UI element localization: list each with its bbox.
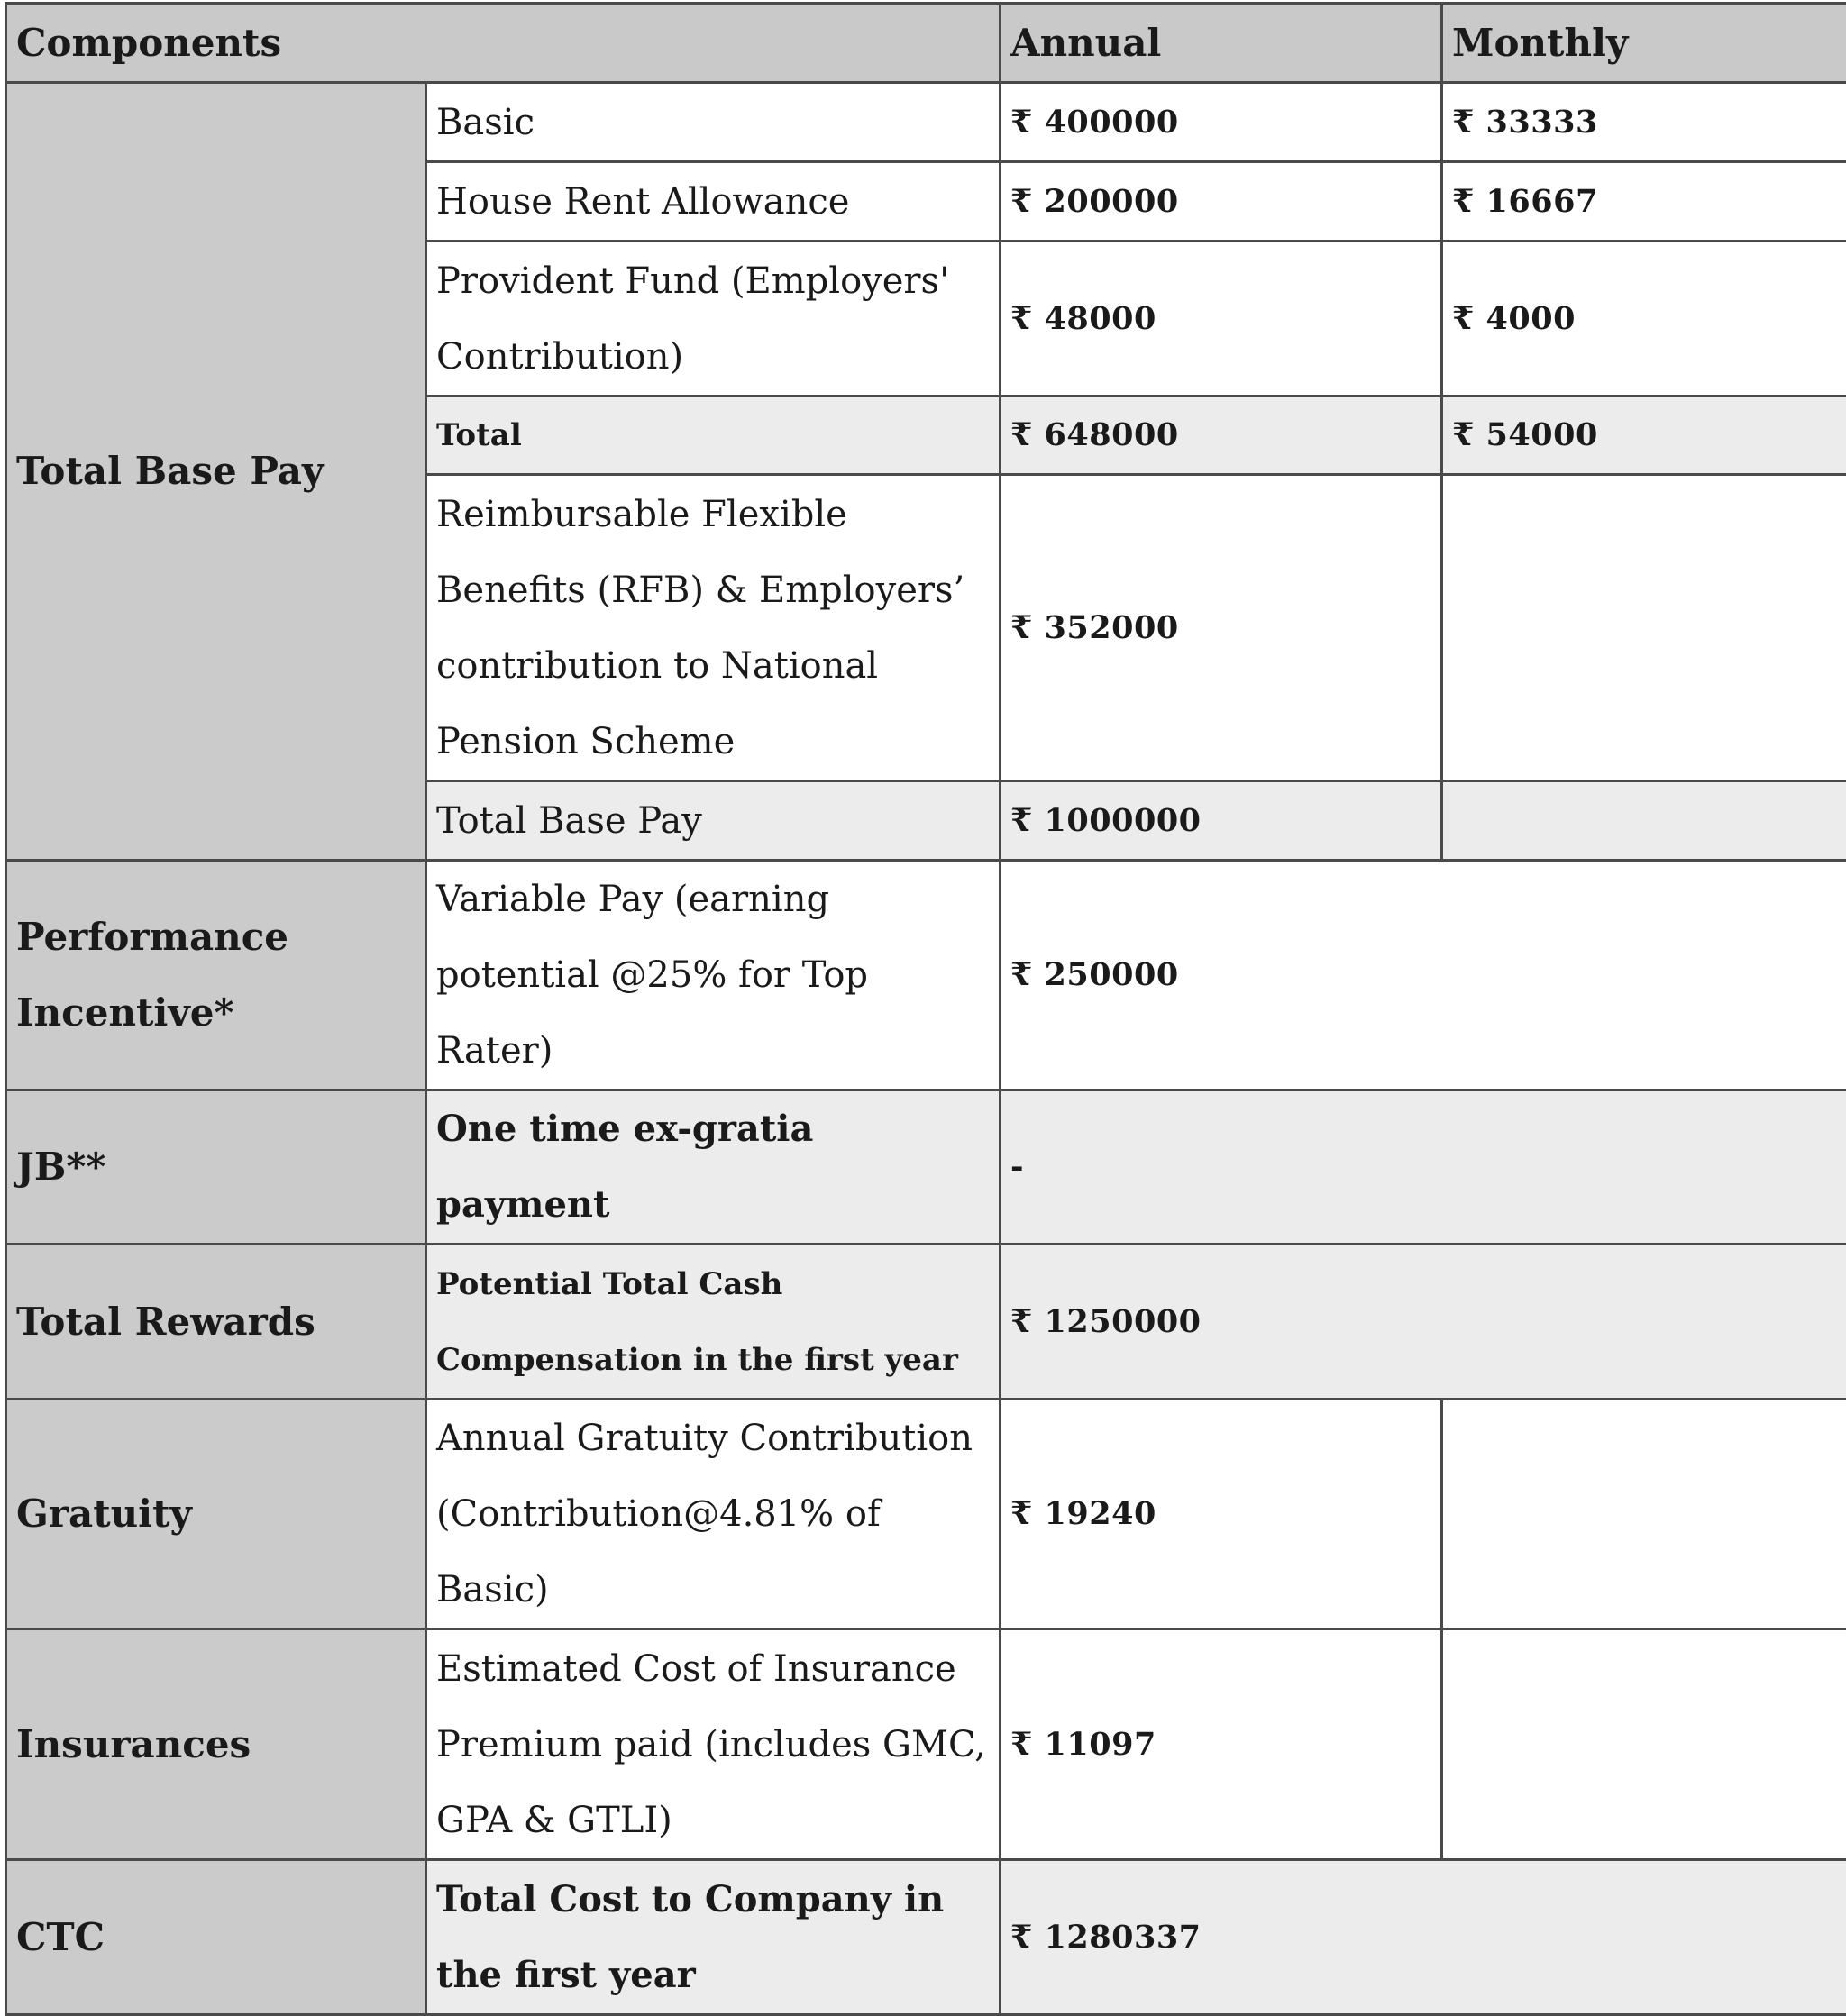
header-components: Components: [6, 4, 1001, 83]
monthly-rfb: [1442, 475, 1846, 781]
annual-gratuity: ₹ 19240: [1001, 1400, 1442, 1629]
component-gratuity: Annual Gratuity Contribution (Contribution@4.81% of Basic): [426, 1400, 1001, 1629]
annual-rfb: ₹ 352000: [1001, 475, 1442, 781]
header-row: [6, 4, 1846, 83]
group-jb: JB**: [6, 1090, 426, 1245]
component-ex-gratia: One time ex-gratia payment: [426, 1090, 1001, 1245]
component-variable-pay: Variable Pay (earning potential @25% for Top Rater): [426, 861, 1001, 1090]
group-gratuity: Gratuity: [6, 1400, 426, 1629]
table-row: [6, 1245, 1846, 1400]
component-insurance: Estimated Cost of Insurance Premium paid (includes GMC, GPA & GTLI): [426, 1629, 1001, 1860]
component-hra: House Rent Allowance: [426, 162, 1001, 242]
monthly-total-base-pay: [1442, 781, 1846, 861]
annual-hra: ₹ 200000: [1001, 162, 1442, 242]
table-row: [6, 1400, 1846, 1629]
annual-total-cash-compensation: ₹ 1250000: [1001, 1245, 1846, 1400]
component-ctc: Total Cost to Company in the first year: [426, 1860, 1001, 2015]
group-insurances: Insurances: [6, 1629, 426, 1860]
annual-ctc: ₹ 1280337: [1001, 1860, 1846, 2015]
group-total-base-pay: Total Base Pay: [6, 83, 426, 861]
monthly-gratuity: [1442, 1400, 1846, 1629]
annual-basic: ₹ 400000: [1001, 83, 1442, 162]
component-basic: Basic: [426, 83, 1001, 162]
header-annual: Annual: [1001, 4, 1442, 83]
header-monthly: Monthly: [1442, 4, 1846, 83]
group-ctc: CTC: [6, 1860, 426, 2015]
group-performance-incentive: Performance Incentive*: [6, 861, 426, 1090]
component-total: Total: [426, 397, 1001, 475]
annual-insurance: ₹ 11097: [1001, 1629, 1442, 1860]
table-row: [6, 1090, 1846, 1245]
table-row: [6, 1860, 1846, 2015]
table-row: [6, 861, 1846, 1090]
component-total-base-pay: Total Base Pay: [426, 781, 1001, 861]
monthly-basic: ₹ 33333: [1442, 83, 1846, 162]
annual-ex-gratia: -: [1001, 1090, 1846, 1245]
group-total-rewards: Total Rewards: [6, 1245, 426, 1400]
ctc-breakdown-table: [5, 2, 1846, 2016]
annual-total: ₹ 648000: [1001, 397, 1442, 475]
monthly-total: ₹ 54000: [1442, 397, 1846, 475]
monthly-pf: ₹ 4000: [1442, 242, 1846, 397]
component-total-cash-compensation: Potential Total Cash Compensation in the first year: [426, 1245, 1001, 1400]
table-row: [6, 83, 1846, 162]
monthly-hra: ₹ 16667: [1442, 162, 1846, 242]
annual-pf: ₹ 48000: [1001, 242, 1442, 397]
monthly-insurance: [1442, 1629, 1846, 1860]
component-pf: Provident Fund (Employers' Contribution): [426, 242, 1001, 397]
table-row: [6, 1629, 1846, 1860]
component-rfb: Reimbursable Flexible Benefits (RFB) & Employers’ contribution to National Pension Scheme: [426, 475, 1001, 781]
annual-total-base-pay: ₹ 1000000: [1001, 781, 1442, 861]
annual-variable-pay: ₹ 250000: [1001, 861, 1846, 1090]
